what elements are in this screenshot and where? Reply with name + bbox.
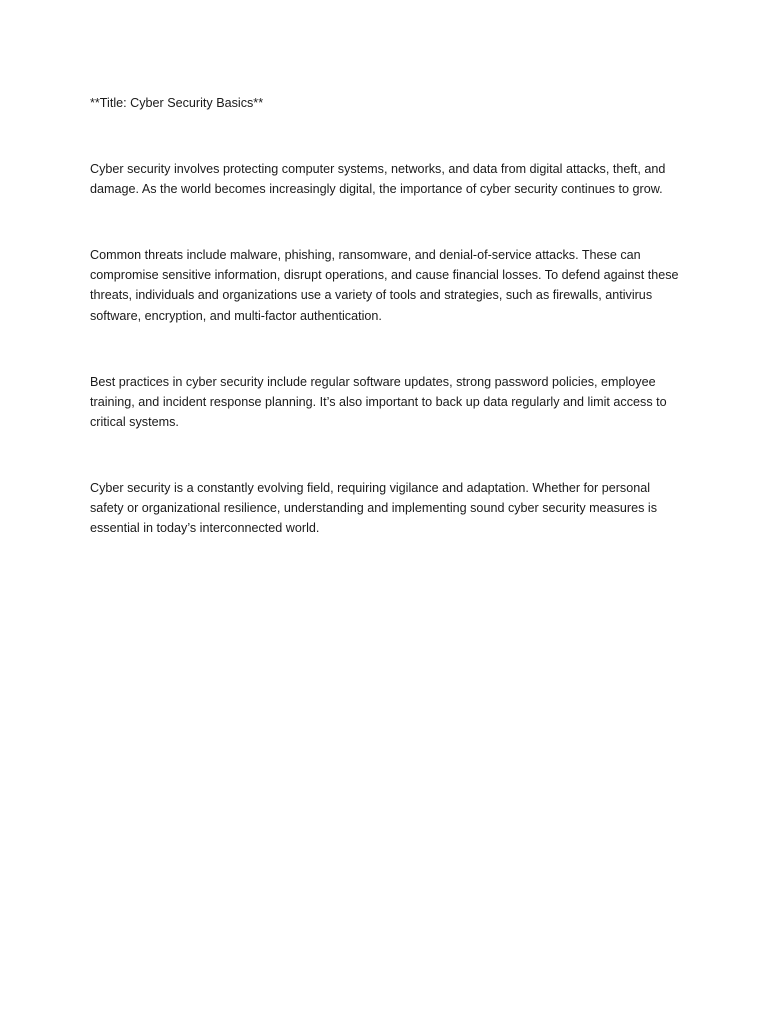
paragraph-introduction: Cyber security involves protecting computer systems, networks, and data from digital attacks, theft, and damage. As the world becomes increasingly digital, the importance of cyber security continues to grow.	[90, 162, 666, 197]
paragraph-best-practices: Best practices in cyber security include regular software updates, strong password policies, employee training, and incident response planning. It’s also important to back up data regularly and limit access to critical systems.	[90, 374, 667, 429]
document-title: **Title: Cyber Security Basics**	[90, 96, 264, 110]
paragraph-common-threats: Common threats include malware, phishing, ransomware, and denial-of-service attacks. These can compromise sensitive information, disrupt operations, and cause financial losses. To defend against these threats, individuals and organizations use a variety of tools and strategies, such as firewalls, antivirus software, encryption, and multi-factor authentication.	[90, 248, 679, 323]
document-body	[90, 93, 680, 584]
paragraph-conclusion: Cyber security is a constantly evolving field, requiring vigilance and adaptation. Whether for personal safety or organizational resilience, understanding and implementing sound cyber security measures is essential in today’s interconnected world.	[90, 480, 658, 536]
